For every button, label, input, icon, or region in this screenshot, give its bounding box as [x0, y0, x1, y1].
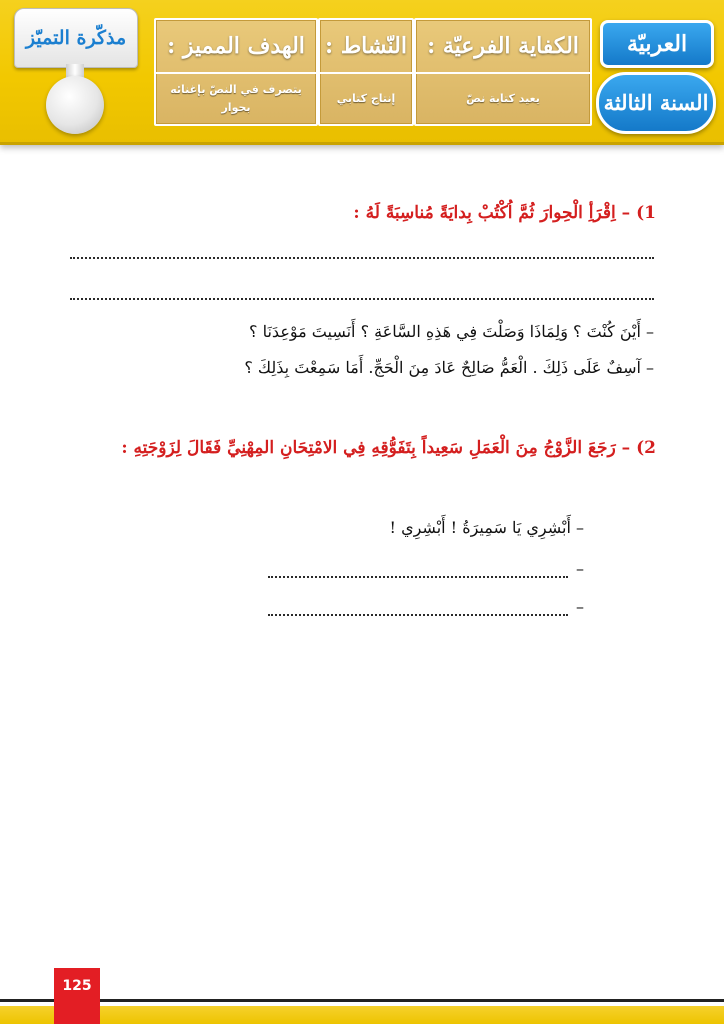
dialog-line-2: – آسِفٌ عَلَى ذَلِكَ . الْعَمُّ صَالِحٌ عَادَ مِنَ الْحَجِّ. أَمَا سَمِعْتَ بِذَلِكَ ؟ — [244, 358, 654, 377]
activity-box — [318, 18, 414, 126]
competency-box — [414, 18, 592, 126]
competency-title: الكفاية الفرعيّة : — [416, 20, 590, 74]
answer-dash: – — [576, 559, 584, 578]
objective-value: يتصرف في النصّ بإغنائه بحوار — [170, 83, 302, 114]
question-2-heading — [121, 438, 656, 458]
subject-badge: العربيّة — [600, 20, 714, 68]
question-1-heading — [353, 203, 656, 223]
footer-rule — [0, 999, 724, 1002]
question-1-text: – اِقْرَأِ الْحِوارَ ثُمَّ اُكْتُبْ بِدايَةً مُناسِبَةً لَهُ : — [353, 203, 631, 223]
page-header — [0, 0, 724, 145]
dialog-line-1: – أَيْنَ كُنْتَ ؟ وَلِمَاذَا وَصَلْتَ فِي هَذِهِ السَّاعَةِ ؟ أَنَسِيتَ مَوْعِدَنَا ؟ — [249, 322, 654, 341]
year-badge: السنة الثالثة — [596, 72, 716, 134]
objective-title: الهدف المميز : — [156, 20, 316, 74]
activity-value: إنتاج كتابي — [336, 92, 396, 105]
reply-answer-line-1[interactable] — [268, 556, 584, 578]
footer-stripe — [0, 1006, 724, 1024]
question-2-text: – رَجَعَ الزَّوْجُ مِنَ الْعَمَلِ سَعِيداً بِتَفَوُّقِهِ فِي الامْتِحَانِ المِهْنِيِّ فَقَالَ لِزَوْجَتِهِ : — [121, 438, 631, 458]
objective-box — [154, 18, 318, 126]
footer-band — [0, 994, 724, 1024]
question-2-number: 2) — [636, 438, 656, 458]
answer-line-2[interactable] — [70, 296, 654, 300]
answer-dots — [268, 562, 568, 578]
competency-value: يعيد كتابة نصّ — [466, 92, 540, 105]
answer-dots — [268, 600, 568, 616]
logo — [14, 8, 140, 130]
reply-answer-line-2[interactable] — [268, 594, 584, 616]
activity-title: النّشاط : — [320, 20, 412, 74]
question-1-number: 1) — [636, 203, 656, 223]
reply-line: – أَبْشِرِي يَا سَمِيرَةُ ! أَبْشِرِي ! — [389, 518, 584, 537]
answer-dash: – — [576, 597, 584, 616]
logo-text: مذكّرة التميّز — [14, 8, 138, 68]
page-number: 125 — [54, 968, 100, 1024]
logo-ball — [46, 76, 104, 134]
answer-line-1[interactable] — [70, 255, 654, 259]
